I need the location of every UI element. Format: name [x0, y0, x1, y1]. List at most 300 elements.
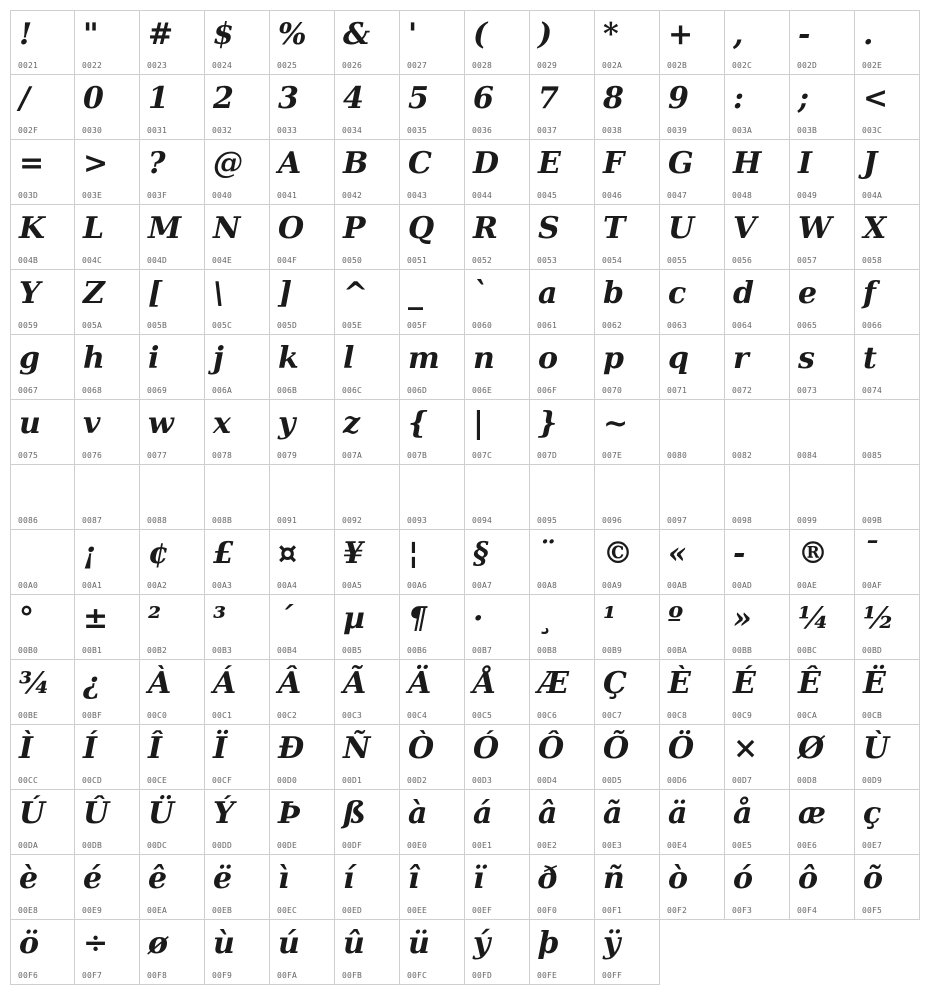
- glyph-character: |: [473, 406, 484, 441]
- glyph-code-label: 0061: [537, 321, 558, 330]
- glyph-cell: [595, 465, 660, 530]
- glyph-cell: [465, 465, 530, 530]
- glyph-cell: [790, 790, 855, 855]
- glyph-cell: [10, 530, 75, 595]
- glyph-character: n: [473, 341, 495, 376]
- glyph-code-label: 0077: [147, 451, 168, 460]
- glyph-code-label: 0066: [862, 321, 883, 330]
- glyph-character: ÿ: [603, 926, 621, 961]
- glyph-cell: [400, 660, 465, 725]
- glyph-cell: [595, 270, 660, 335]
- glyph-character: b: [603, 276, 624, 311]
- glyph-code-label: 00C5: [472, 711, 493, 720]
- glyph-character: }: [538, 406, 558, 441]
- glyph-cell: [205, 75, 270, 140]
- glyph-code-label: 00B2: [147, 646, 168, 655]
- glyph-cell: [465, 270, 530, 335]
- glyph-cell: [465, 920, 530, 985]
- glyph-character: Ù: [863, 731, 890, 766]
- glyph-cell: [660, 725, 725, 790]
- glyph-code-label: 006A: [212, 386, 233, 395]
- glyph-code-label: 00A3: [212, 581, 233, 590]
- glyph-cell: [75, 660, 140, 725]
- glyph-cell: [335, 530, 400, 595]
- glyph-cell: [660, 530, 725, 595]
- glyph-code-label: 00D7: [732, 776, 753, 785]
- glyph-code-label: 0053: [537, 256, 558, 265]
- glyph-cell: [270, 530, 335, 595]
- glyph-character: °: [19, 601, 34, 636]
- glyph-code-label: 0085: [862, 451, 883, 460]
- glyph-character: Ñ: [343, 731, 371, 766]
- glyph-character: >: [83, 146, 109, 181]
- glyph-cell: [660, 465, 725, 530]
- glyph-cell: [205, 400, 270, 465]
- glyph-character: ±: [83, 601, 109, 636]
- glyph-cell: [465, 205, 530, 270]
- glyph-cell: [10, 270, 75, 335]
- glyph-code-label: 005F: [407, 321, 428, 330]
- glyph-cell: [335, 660, 400, 725]
- glyph-character: å: [733, 796, 753, 831]
- glyph-code-label: 00CD: [82, 776, 103, 785]
- glyph-code-label: 00A0: [18, 581, 39, 590]
- glyph-code-label: 0098: [732, 516, 753, 525]
- glyph-cell: [140, 335, 205, 400]
- glyph-character: 6: [473, 81, 494, 116]
- glyph-cell: [335, 595, 400, 660]
- glyph-code-label: 0074: [862, 386, 883, 395]
- glyph-cell: [465, 530, 530, 595]
- glyph-character: X: [863, 211, 887, 246]
- glyph-character: »: [733, 601, 752, 636]
- glyph-code-label: 005C: [212, 321, 233, 330]
- glyph-code-label: 0065: [797, 321, 818, 330]
- glyph-code-label: 00F0: [537, 906, 558, 915]
- glyph-code-label: 0027: [407, 61, 428, 70]
- glyph-character: ': [408, 17, 418, 52]
- glyph-character: ´: [278, 601, 293, 636]
- glyph-cell: [205, 465, 270, 530]
- glyph-cell: [595, 855, 660, 920]
- glyph-character: f: [863, 276, 876, 311]
- glyph-character: Ý: [213, 796, 235, 831]
- glyph-code-label: 007C: [472, 451, 493, 460]
- glyph-cell: [725, 790, 790, 855]
- glyph-character: 0: [83, 81, 104, 116]
- glyph-code-label: 00E0: [407, 841, 428, 850]
- glyph-code-label: 002C: [732, 61, 753, 70]
- glyph-code-label: 00A9: [602, 581, 623, 590]
- glyph-cell: [855, 335, 920, 400]
- glyph-code-label: 00B8: [537, 646, 558, 655]
- glyph-code-label: 0055: [667, 256, 688, 265]
- glyph-character: C: [408, 146, 432, 181]
- glyph-code-label: 00AB: [667, 581, 688, 590]
- glyph-character: Õ: [603, 731, 630, 766]
- glyph-cell: [855, 10, 920, 75]
- glyph-character: B: [343, 146, 369, 181]
- glyph-cell: [400, 595, 465, 660]
- glyph-code-label: 00A5: [342, 581, 363, 590]
- glyph-character: <: [863, 81, 889, 116]
- glyph-character: ¹: [603, 601, 617, 636]
- glyph-code-label: 00B4: [277, 646, 298, 655]
- glyph-character: ò: [668, 861, 689, 896]
- glyph-character: ·: [473, 601, 484, 636]
- glyph-character: Ü: [148, 796, 175, 831]
- glyph-cell: [725, 530, 790, 595]
- glyph-code-label: 00BE: [18, 711, 39, 720]
- glyph-code-label: 00D0: [277, 776, 298, 785]
- glyph-code-label: 00F5: [862, 906, 883, 915]
- glyph-character: U: [668, 211, 695, 246]
- glyph-code-label: 00E4: [667, 841, 688, 850]
- glyph-cell: [595, 10, 660, 75]
- glyph-code-label: 00CC: [18, 776, 39, 785]
- glyph-code-label: 00FA: [277, 971, 298, 980]
- glyph-code-label: 0025: [277, 61, 298, 70]
- glyph-code-label: 0022: [82, 61, 103, 70]
- glyph-code-label: 005B: [147, 321, 168, 330]
- glyph-cell: [205, 530, 270, 595]
- glyph-character: ¤: [278, 536, 298, 571]
- glyph-cell: [790, 140, 855, 205]
- glyph-character: æ: [798, 796, 826, 831]
- glyph-cell: [140, 725, 205, 790]
- glyph-character: à: [408, 796, 428, 831]
- glyph-code-label: 0075: [18, 451, 39, 460]
- glyph-cell: [75, 790, 140, 855]
- glyph-character: G: [668, 146, 694, 181]
- glyph-character: ¯: [863, 536, 878, 571]
- glyph-code-label: 002B: [667, 61, 688, 70]
- glyph-cell: [400, 920, 465, 985]
- glyph-code-label: 003B: [797, 126, 818, 135]
- glyph-code-label: 00DC: [147, 841, 168, 850]
- glyph-code-label: 0044: [472, 191, 493, 200]
- glyph-code-label: 0073: [797, 386, 818, 395]
- glyph-cell: [725, 595, 790, 660]
- glyph-code-label: 0038: [602, 126, 623, 135]
- glyph-code-label: 0069: [147, 386, 168, 395]
- glyph-character: Í: [83, 731, 98, 766]
- glyph-character: ®: [798, 536, 828, 571]
- glyph-character: #: [148, 17, 174, 52]
- glyph-code-label: 0072: [732, 386, 753, 395]
- glyph-character: T: [603, 211, 626, 246]
- glyph-code-label: 0097: [667, 516, 688, 525]
- glyph-cell: [790, 270, 855, 335]
- glyph-cell: [140, 595, 205, 660]
- glyph-code-label: 00A7: [472, 581, 493, 590]
- glyph-cell: [465, 335, 530, 400]
- glyph-character: +: [668, 17, 694, 52]
- glyph-code-label: 00E3: [602, 841, 623, 850]
- glyph-cell: [140, 660, 205, 725]
- glyph-cell: [660, 270, 725, 335]
- glyph-code-label: 00CE: [147, 776, 168, 785]
- glyph-code-label: 0078: [212, 451, 233, 460]
- glyph-character: &: [343, 17, 371, 52]
- glyph-cell: [75, 140, 140, 205]
- glyph-cell: [725, 335, 790, 400]
- glyph-cell: [400, 530, 465, 595]
- glyph-code-label: 00F1: [602, 906, 623, 915]
- glyph-code-label: 00D6: [667, 776, 688, 785]
- glyph-character: L: [83, 211, 105, 246]
- glyph-code-label: 004C: [82, 256, 103, 265]
- glyph-character: â: [538, 796, 558, 831]
- glyph-character: Ô: [538, 731, 565, 766]
- glyph-character: h: [83, 341, 105, 376]
- glyph-code-label: 007E: [602, 451, 623, 460]
- glyph-code-label: 00F8: [147, 971, 168, 980]
- glyph-cell: [10, 335, 75, 400]
- glyph-cell: [660, 400, 725, 465]
- glyph-code-label: 00DF: [342, 841, 363, 850]
- glyph-code-label: 0060: [472, 321, 493, 330]
- glyph-code-label: 003C: [862, 126, 883, 135]
- glyph-character: Ì: [19, 731, 34, 766]
- glyph-cell: [140, 920, 205, 985]
- glyph-cell: [530, 660, 595, 725]
- glyph-character: A: [278, 146, 302, 181]
- glyph-character: W: [798, 211, 832, 246]
- glyph-character: D: [473, 146, 500, 181]
- glyph-code-label: 00AD: [732, 581, 753, 590]
- glyph-character: ô: [798, 861, 819, 896]
- glyph-code-label: 0070: [602, 386, 623, 395]
- glyph-character: È: [668, 666, 691, 701]
- glyph-code-label: 00FF: [602, 971, 623, 980]
- glyph-cell: [140, 205, 205, 270]
- glyph-cell: [205, 140, 270, 205]
- glyph-cell: [270, 400, 335, 465]
- glyph-cell: [10, 660, 75, 725]
- glyph-code-label: 0068: [82, 386, 103, 395]
- glyph-cell: [75, 920, 140, 985]
- glyph-cell: [855, 855, 920, 920]
- glyph-cell: [790, 855, 855, 920]
- glyph-code-label: 0047: [667, 191, 688, 200]
- glyph-code-label: 00C3: [342, 711, 363, 720]
- glyph-cell: [530, 140, 595, 205]
- glyph-code-label: 004D: [147, 256, 168, 265]
- glyph-character: s: [798, 341, 815, 376]
- glyph-character: o: [538, 341, 559, 376]
- glyph-code-label: 0029: [537, 61, 558, 70]
- glyph-character: ç: [863, 796, 882, 831]
- glyph-cell: [270, 465, 335, 530]
- glyph-character: R: [473, 211, 498, 246]
- glyph-code-label: 0092: [342, 516, 363, 525]
- glyph-character: ^: [343, 276, 369, 311]
- glyph-character: Ò: [408, 731, 435, 766]
- glyph-code-label: 006E: [472, 386, 493, 395]
- glyph-code-label: 00B0: [18, 646, 39, 655]
- glyph-cell: [855, 270, 920, 335]
- glyph-code-label: 00B5: [342, 646, 363, 655]
- glyph-character: 7: [538, 81, 559, 116]
- glyph-cell: [790, 530, 855, 595]
- glyph-character: e: [798, 276, 818, 311]
- glyph-code-label: 002A: [602, 61, 623, 70]
- glyph-character: ¼: [798, 601, 830, 636]
- glyph-cell: [10, 595, 75, 660]
- glyph-cell: [140, 855, 205, 920]
- glyph-character: l: [343, 341, 355, 376]
- glyph-cell: [725, 10, 790, 75]
- glyph-code-label: 0034: [342, 126, 363, 135]
- glyph-character: £: [213, 536, 234, 571]
- glyph-code-label: 0026: [342, 61, 363, 70]
- glyph-character: 5: [408, 81, 429, 116]
- glyph-character: $: [213, 17, 234, 52]
- glyph-character: E: [538, 146, 561, 181]
- glyph-code-label: 0028: [472, 61, 493, 70]
- glyph-character: m: [408, 341, 440, 376]
- glyph-code-label: 002E: [862, 61, 883, 70]
- glyph-code-label: 006D: [407, 386, 428, 395]
- glyph-cell: [75, 400, 140, 465]
- glyph-code-label: 00BB: [732, 646, 753, 655]
- glyph-character: Z: [83, 276, 105, 311]
- glyph-character: î: [408, 861, 420, 896]
- glyph-cell: [75, 465, 140, 530]
- glyph-code-label: 0033: [277, 126, 298, 135]
- glyph-code-label: 00B3: [212, 646, 233, 655]
- glyph-cell: [855, 400, 920, 465]
- glyph-code-label: 00B7: [472, 646, 493, 655]
- glyph-cell: [270, 10, 335, 75]
- glyph-cell: [855, 75, 920, 140]
- glyph-cell: [400, 790, 465, 855]
- glyph-cell: [595, 75, 660, 140]
- glyph-cell: [335, 205, 400, 270]
- glyph-cell: [400, 205, 465, 270]
- glyph-cell: [595, 725, 660, 790]
- glyph-cell: [270, 660, 335, 725]
- glyph-cell: [595, 335, 660, 400]
- glyph-character: @: [213, 146, 243, 181]
- glyph-cell: [335, 920, 400, 985]
- glyph-code-label: 003A: [732, 126, 753, 135]
- glyph-character: ?: [148, 146, 166, 181]
- glyph-cell: [400, 465, 465, 530]
- glyph-cell: [10, 465, 75, 530]
- glyph-character: M: [148, 211, 182, 246]
- glyph-code-label: 00DB: [82, 841, 103, 850]
- glyph-code-label: 0021: [18, 61, 39, 70]
- glyph-code-label: 006C: [342, 386, 363, 395]
- glyph-code-label: 008B: [212, 516, 233, 525]
- glyph-character: =: [19, 146, 45, 181]
- glyph-character: ê: [148, 861, 168, 896]
- glyph-code-label: 00C4: [407, 711, 428, 720]
- glyph-code-label: 004E: [212, 256, 233, 265]
- glyph-character: §: [473, 536, 489, 571]
- glyph-character: t: [863, 341, 877, 376]
- glyph-character: ë: [213, 861, 233, 896]
- glyph-cell: [595, 400, 660, 465]
- glyph-code-label: 00F4: [797, 906, 818, 915]
- glyph-cell: [595, 205, 660, 270]
- glyph-character: \: [213, 276, 224, 311]
- glyph-cell: [530, 920, 595, 985]
- glyph-code-label: 007A: [342, 451, 363, 460]
- glyph-cell: [660, 855, 725, 920]
- glyph-code-label: 00D3: [472, 776, 493, 785]
- glyph-code-label: 0024: [212, 61, 233, 70]
- glyph-character: 1: [148, 81, 169, 116]
- glyph-character: `: [473, 276, 488, 311]
- glyph-code-label: 0036: [472, 126, 493, 135]
- glyph-cell: [140, 465, 205, 530]
- glyph-code-label: 0067: [18, 386, 39, 395]
- glyph-character: Î: [148, 731, 163, 766]
- glyph-cell: [660, 335, 725, 400]
- glyph-character: ): [538, 17, 553, 52]
- glyph-character: ì: [278, 861, 290, 896]
- glyph-cell: [725, 855, 790, 920]
- glyph-code-label: 00A6: [407, 581, 428, 590]
- glyph-cell: [335, 140, 400, 205]
- glyph-code-label: 005E: [342, 321, 363, 330]
- glyph-cell: [595, 790, 660, 855]
- glyph-character: P: [343, 211, 366, 246]
- glyph-cell: [270, 140, 335, 205]
- glyph-character: :: [733, 81, 745, 116]
- glyph-cell: [855, 725, 920, 790]
- glyph-grid: [10, 10, 920, 985]
- glyph-code-label: 0099: [797, 516, 818, 525]
- glyph-character: V: [733, 211, 757, 246]
- glyph-cell: [10, 400, 75, 465]
- glyph-character: µ: [343, 601, 365, 636]
- glyph-cell: [10, 10, 75, 75]
- glyph-code-label: 004A: [862, 191, 883, 200]
- glyph-character: ü: [408, 926, 430, 961]
- glyph-cell: [270, 595, 335, 660]
- glyph-character: x: [213, 406, 231, 441]
- glyph-code-label: 00B9: [602, 646, 623, 655]
- glyph-character: k: [278, 341, 299, 376]
- glyph-cell: [75, 10, 140, 75]
- glyph-code-label: 00C2: [277, 711, 298, 720]
- glyph-code-label: 00D9: [862, 776, 883, 785]
- glyph-code-label: 00DD: [212, 841, 233, 850]
- glyph-code-label: 0076: [82, 451, 103, 460]
- glyph-code-label: 00CF: [212, 776, 233, 785]
- glyph-code-label: 00D8: [797, 776, 818, 785]
- glyph-character: ¨: [538, 536, 553, 571]
- glyph-code-label: 0058: [862, 256, 883, 265]
- glyph-cell: [140, 140, 205, 205]
- glyph-character: /: [19, 81, 30, 116]
- glyph-code-label: 00D1: [342, 776, 363, 785]
- glyph-character: -: [733, 536, 746, 571]
- glyph-code-label: 0042: [342, 191, 363, 200]
- glyph-character: Æ: [538, 666, 570, 701]
- glyph-character: é: [83, 861, 103, 896]
- glyph-cell: [725, 75, 790, 140]
- glyph-character: ß: [343, 796, 366, 831]
- glyph-cell: [75, 725, 140, 790]
- glyph-code-label: 00FE: [537, 971, 558, 980]
- glyph-cell: [790, 10, 855, 75]
- glyph-code-label: 009B: [862, 516, 883, 525]
